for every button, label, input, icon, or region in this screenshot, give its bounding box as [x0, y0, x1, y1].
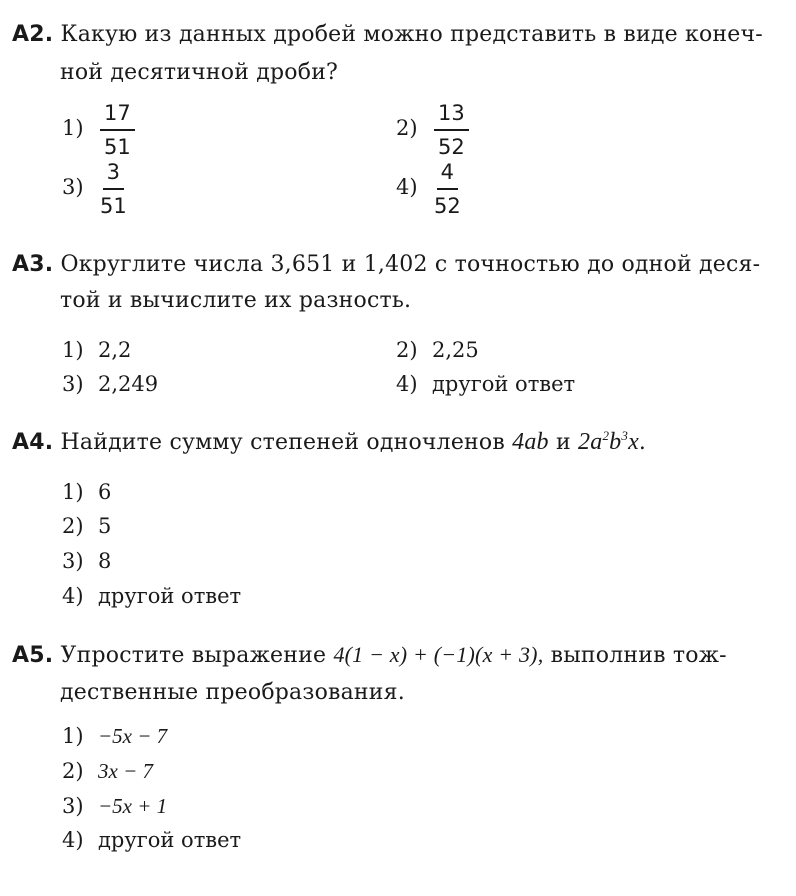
a4-number: A4.	[12, 430, 54, 455]
monomial-coef: 2a	[578, 429, 603, 455]
a4-text: Найдите сумму степеней одночленов	[60, 430, 505, 455]
option-number: 3)	[62, 794, 84, 818]
a2-option-3-label: 3)	[62, 175, 84, 199]
option-text: 5	[98, 514, 112, 538]
a5-expression: 4(1 − x) + (−1)(x + 3),	[333, 642, 544, 667]
option-number: 3)	[62, 549, 84, 573]
a5-text-tail: выполнив тож-	[550, 643, 727, 668]
exponent: 2	[602, 428, 610, 443]
option-text: другой ответ	[98, 828, 242, 852]
a4-option-3	[62, 549, 111, 573]
a3-number: A3.	[12, 252, 54, 277]
a2-text-line1: Какую из данных дробей можно представить в виде конеч-	[60, 22, 763, 47]
option-text: другой ответ	[98, 584, 242, 608]
option-number: 2)	[62, 514, 84, 538]
fraction-numerator: 17	[100, 103, 135, 131]
a2-option-3-fraction	[100, 162, 127, 217]
option-number: 1)	[62, 480, 84, 504]
a4-monomial-1: 4ab	[512, 429, 549, 455]
option-text: 2,25	[432, 338, 479, 362]
a5-option-1	[62, 724, 167, 749]
option-text: 6	[98, 480, 112, 504]
a2-option-4-label: 4)	[396, 175, 418, 199]
option-text: −5x − 7	[98, 724, 168, 748]
a3-option-3	[62, 372, 158, 396]
a3-text-line2: той и вычислите их разность.	[60, 288, 412, 313]
option-number: 4)	[396, 372, 418, 396]
a5-number: A5.	[12, 643, 54, 668]
option-number: 2)	[62, 759, 84, 783]
a5-option-4	[62, 828, 241, 852]
a3-option-4	[396, 372, 575, 396]
a2-option-2-label: 2)	[396, 116, 418, 140]
monomial-var: x	[628, 429, 639, 455]
option-number: 4)	[62, 584, 84, 608]
option-number: 1)	[62, 338, 84, 362]
fraction-numerator: 3	[103, 162, 124, 190]
a3-option-1	[62, 338, 131, 362]
fraction-denominator: 52	[438, 135, 465, 159]
option-text: 3x − 7	[98, 759, 153, 783]
a2-number: A2.	[12, 22, 54, 47]
a2-text-line2: ной десятичной дроби?	[60, 60, 339, 85]
a4-monomial-2	[578, 429, 639, 455]
a5-option-2	[62, 759, 153, 784]
a2-option-1-label: 1)	[62, 116, 84, 140]
option-number: 1)	[62, 724, 84, 748]
a3-text-line1: Округлите числа 3,651 и 1,402 с точностью до одной деся-	[60, 252, 761, 277]
a2-option-4-fraction	[434, 162, 461, 217]
option-text: 8	[98, 549, 112, 573]
fraction-numerator: 4	[437, 162, 458, 190]
option-text: 2,249	[98, 372, 159, 396]
a4-option-4	[62, 584, 241, 608]
a4-option-2	[62, 514, 111, 538]
option-text: 2,2	[98, 338, 132, 362]
a5-text: Упростите выражение	[60, 643, 327, 668]
fraction-denominator: 52	[434, 194, 461, 218]
a3-question-line1	[12, 252, 760, 277]
a4-option-1	[62, 480, 111, 504]
a5-text-line2: дественные преобразования.	[60, 680, 405, 705]
option-number: 2)	[396, 338, 418, 362]
option-number: 4)	[62, 828, 84, 852]
a2-option-1-fraction	[100, 103, 135, 158]
a5-option-3	[62, 794, 167, 819]
a3-option-2	[396, 338, 479, 362]
option-text: −5x + 1	[98, 794, 168, 818]
option-number: 3)	[62, 372, 84, 396]
fraction-denominator: 51	[100, 194, 127, 218]
exponent: 3	[621, 428, 629, 443]
a4-question-line	[12, 428, 646, 456]
fraction-numerator: 13	[434, 103, 469, 131]
a5-question-line1	[12, 642, 727, 668]
monomial-var: b	[609, 429, 622, 455]
fraction-denominator: 51	[104, 135, 131, 159]
period: .	[638, 430, 647, 455]
a2-question-line1	[12, 22, 763, 47]
option-text: другой ответ	[432, 372, 576, 396]
a4-connector: и	[555, 430, 571, 455]
a2-option-2-fraction	[434, 103, 469, 158]
